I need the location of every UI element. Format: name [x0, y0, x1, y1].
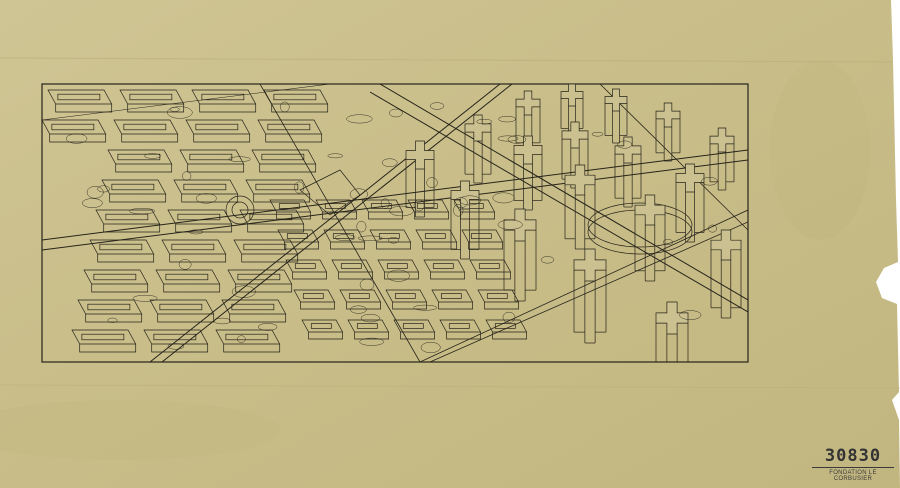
stamp-rule: [812, 467, 894, 468]
archive-label: FONDATION LE CORBUSIER: [829, 470, 877, 482]
archive-stamp: [812, 446, 894, 482]
paper-stain: [770, 60, 870, 240]
archive-number: 30830: [824, 446, 882, 466]
